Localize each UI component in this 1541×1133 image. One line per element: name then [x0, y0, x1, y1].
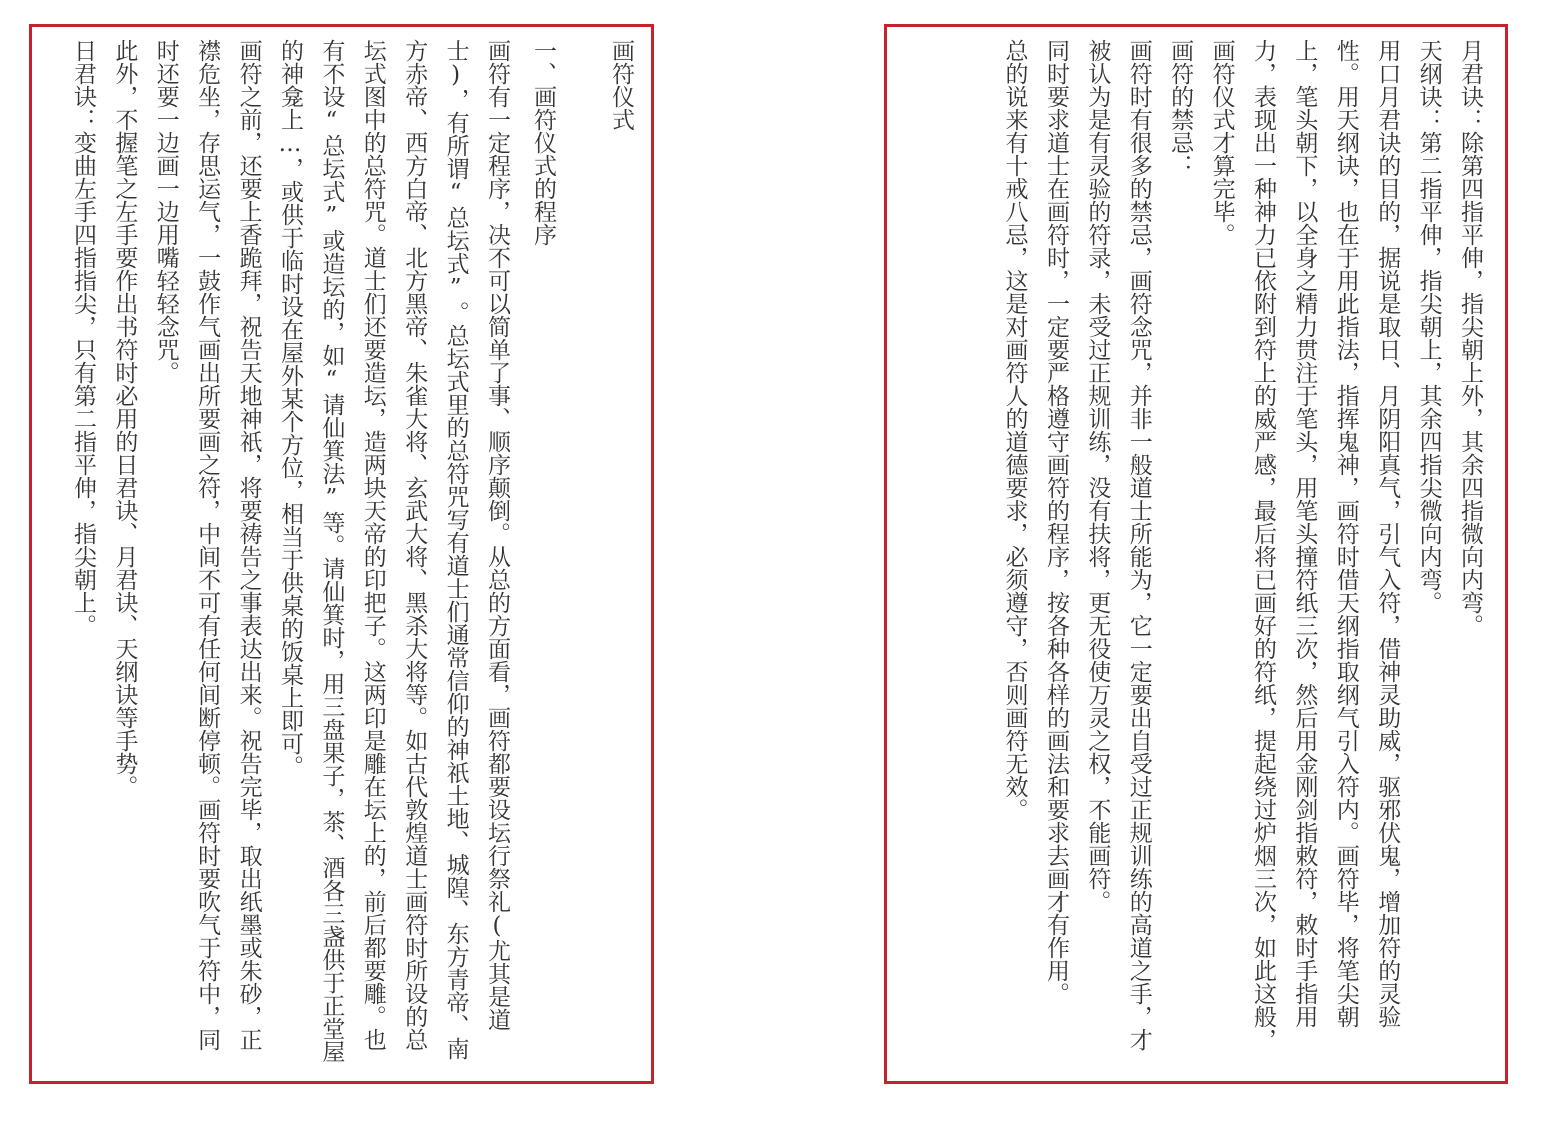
left-page — [29, 24, 654, 1084]
page-title: 画符仪式 — [608, 39, 634, 131]
paragraph: 用口月君诀的目的，据说是取日、月阴阳真气，引气入符，借神灵助威，驱邪伏鬼，增加符的灵验性。用天纲诀，也在于用此指法，指挥鬼神，画符时借天纲指取纲气引入符内。画符毕，将笔尖朝上，笔头朝下，以全身之精力贯注于笔头，用笔头撞符纸三次，然后用金刚剑指敕符，敕时手指用力，表现出一种神力已依附到符上的威严感，最后将已画好的符纸，提起绕过炉烟三次，如此这般，画符仪式才算完毕。 — [1208, 39, 1401, 1051]
subheading: 画符的禁忌： — [1167, 39, 1194, 177]
left-body — [47, 39, 517, 1069]
section-heading: 一、画符仪式的程序 — [530, 39, 556, 246]
paragraph: 同时要求道士在画符时，一定要严格遵守画符的程序，按各种各样的画法和要求去画才有作用。 — [1042, 39, 1069, 1005]
paragraph: 画符有一定程序，决不可以简单了事、顺序颠倒。从总的方面看，画符都要设坛行祭礼(尤其是道士)，有所谓“总坛式”。总坛式里的总符咒写有道士们通常信仰的神祇土地、城隍、东方青帝、南方赤帝、西方白帝、北方黑帝、朱雀大将、玄武大将、黑杀大将等。如古代敦煌道士画符时所设的总坛式图中的总符咒。道士们还要造坛，造两块天帝的印把子。这两印是雕在坛上的，前后都要雕。也有不设“总坛式”或造坛的，如“请仙箕法”等。请仙箕时，用三盘果子，茶、酒各三盏供于正堂屋的神龛上…，或供于临时设在屋外某个方位，相当于供桌的饭桌上即可。 — [276, 39, 510, 1063]
paragraph: 日君诀：变曲左手四指指尖，只有第二指平伸，指尖朝上。 — [69, 39, 96, 637]
paragraph: 画符时有很多的禁忌，画符念咒，并非一般道士所能为，它一定要出自受过正规训练的高道之手，才被认为是有灵验的符录，未受过正规训练，没有扶将，更无役使万灵之权，不能画符。 — [1084, 39, 1152, 1051]
paragraph: 总的说来有十戒八忌，这是对画符人的道德要求，必须遵守，否则画符无效。 — [1001, 39, 1028, 821]
right-body — [890, 39, 1490, 1069]
paragraph: 此外，不握笔之左手要作出书符时必用的日君诀、月君诀、天纲诀等手势。 — [111, 39, 138, 798]
paragraph: 画符之前，还要上香跪拜，祝告天地神祇，将要祷告之事表达出来。祝告完毕，取出纸墨或朱砂，正襟危坐，存思运气，一鼓作气画出所要画之符，中间不可有任何间断停顿。画符时要吹气于符中，同时还要一边画一边用嘴轻轻念咒。 — [152, 39, 262, 1051]
paragraph: 月君诀：除第四指平伸，指尖朝上外，其余四指微向内弯。 — [1457, 39, 1483, 637]
paragraph: 天纲诀：第二指平伸，指尖朝上，其余四指尖微向内弯。 — [1415, 39, 1442, 614]
right-page — [884, 24, 1508, 1084]
